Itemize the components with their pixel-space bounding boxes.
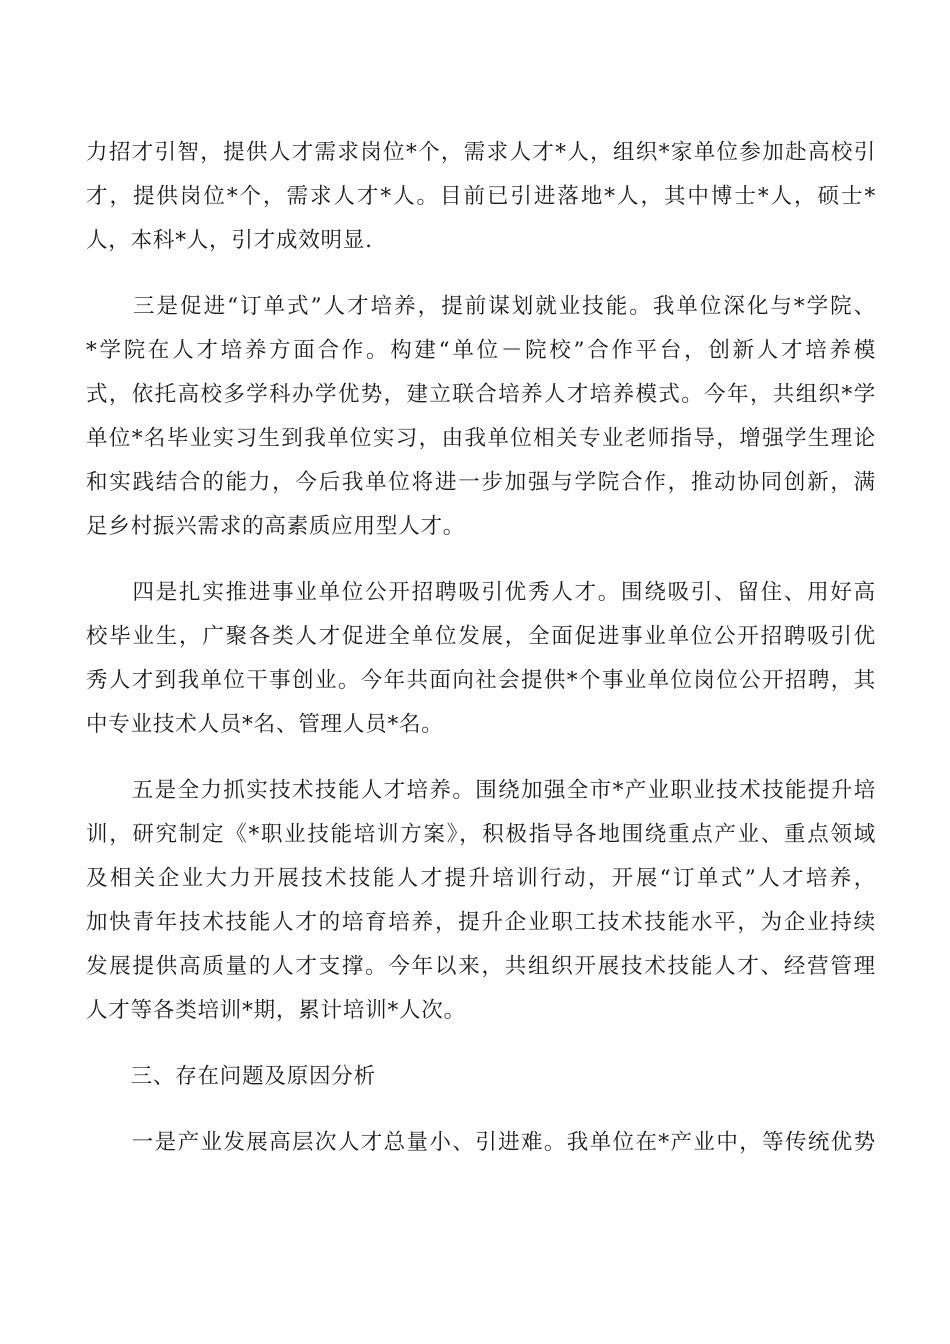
section-heading: 三、存在问题及原因分析 <box>86 1064 376 1089</box>
text-line: 秀人才到我单位干事创业。今年共面向社会提供*个事业单位岗位公开招聘，其 <box>86 668 876 693</box>
text-line: 才，提供岗位*个，需求人才*人。目前已引进落地*人，其中博士*人，硕士* <box>86 184 876 209</box>
text-line: 单位*名毕业实习生到我单位实习，由我单位相关专业老师指导，增强学生理论 <box>86 426 876 451</box>
text-line: 校毕业生，广聚各类人才促进全单位发展，全面促进事业单位公开招聘吸引优 <box>86 624 876 649</box>
text-line: 加快青年技术技能人才的培育培养，提升企业职工技术技能水平，为企业持续 <box>86 910 876 935</box>
text-line: 一是产业发展高层次人才总量小、引进难。我单位在*产业中，等传统优势 <box>86 1130 876 1155</box>
paragraph-spacer <box>86 747 876 769</box>
paragraph-spacer <box>86 1099 876 1121</box>
paragraph-spacer <box>86 549 876 571</box>
text-line: 训，研究制定《*职业技能培训方案》，积极指导各地围绕重点产业、重点领域 <box>86 822 876 847</box>
text-line: 五是全力抓实技术技能人才培养。围绕加强全市*产业职业技术技能提升培 <box>86 778 876 803</box>
paragraph-skills-training <box>86 769 876 1033</box>
paragraph-talent-shortage <box>86 1121 876 1165</box>
text-line: 和实践结合的能力，今后我单位将进一步加强与学院合作，推动协同创新，满 <box>86 470 876 495</box>
paragraph-public-recruitment <box>86 571 876 747</box>
text-line: 四是扎实推进事业单位公开招聘吸引优秀人才。围绕吸引、留住、用好高 <box>86 580 876 605</box>
text-line: 及相关企业大力开展技术技能人才提升培训行动，开展“订单式”人才培养， <box>86 866 876 891</box>
section-heading-problems <box>86 1055 876 1099</box>
paragraph-continued <box>86 131 876 263</box>
text-line: 中专业技术人员*名、管理人员*名。 <box>86 712 444 737</box>
paragraph-spacer <box>86 263 876 285</box>
text-line: *学院在人才培养方面合作。构建“单位－院校”合作平台，创新人才培养模 <box>86 338 876 363</box>
text-line: 足乡村振兴需求的高素质应用型人才。 <box>86 514 466 539</box>
paragraph-order-training <box>86 285 876 549</box>
text-line: 发展提供高质量的人才支撑。今年以来，共组织开展技术技能人才、经营管理 <box>86 954 876 979</box>
text-line: 人，本科*人，引才成效明显. <box>86 228 373 253</box>
text-line: 式，依托高校多学科办学优势，建立联合培养人才培养模式。今年，共组织*学 <box>86 382 876 407</box>
text-line: 人才等各类培训*期，累计培训*人次。 <box>86 998 466 1023</box>
text-line: 力招才引智，提供人才需求岗位*个，需求人才*人，组织*家单位参加赴高校引 <box>86 140 876 165</box>
document-body <box>86 131 876 1165</box>
paragraph-spacer <box>86 1033 876 1055</box>
text-line: 三是促进“订单式”人才培养，提前谋划就业技能。我单位深化与*学院、 <box>86 294 876 319</box>
